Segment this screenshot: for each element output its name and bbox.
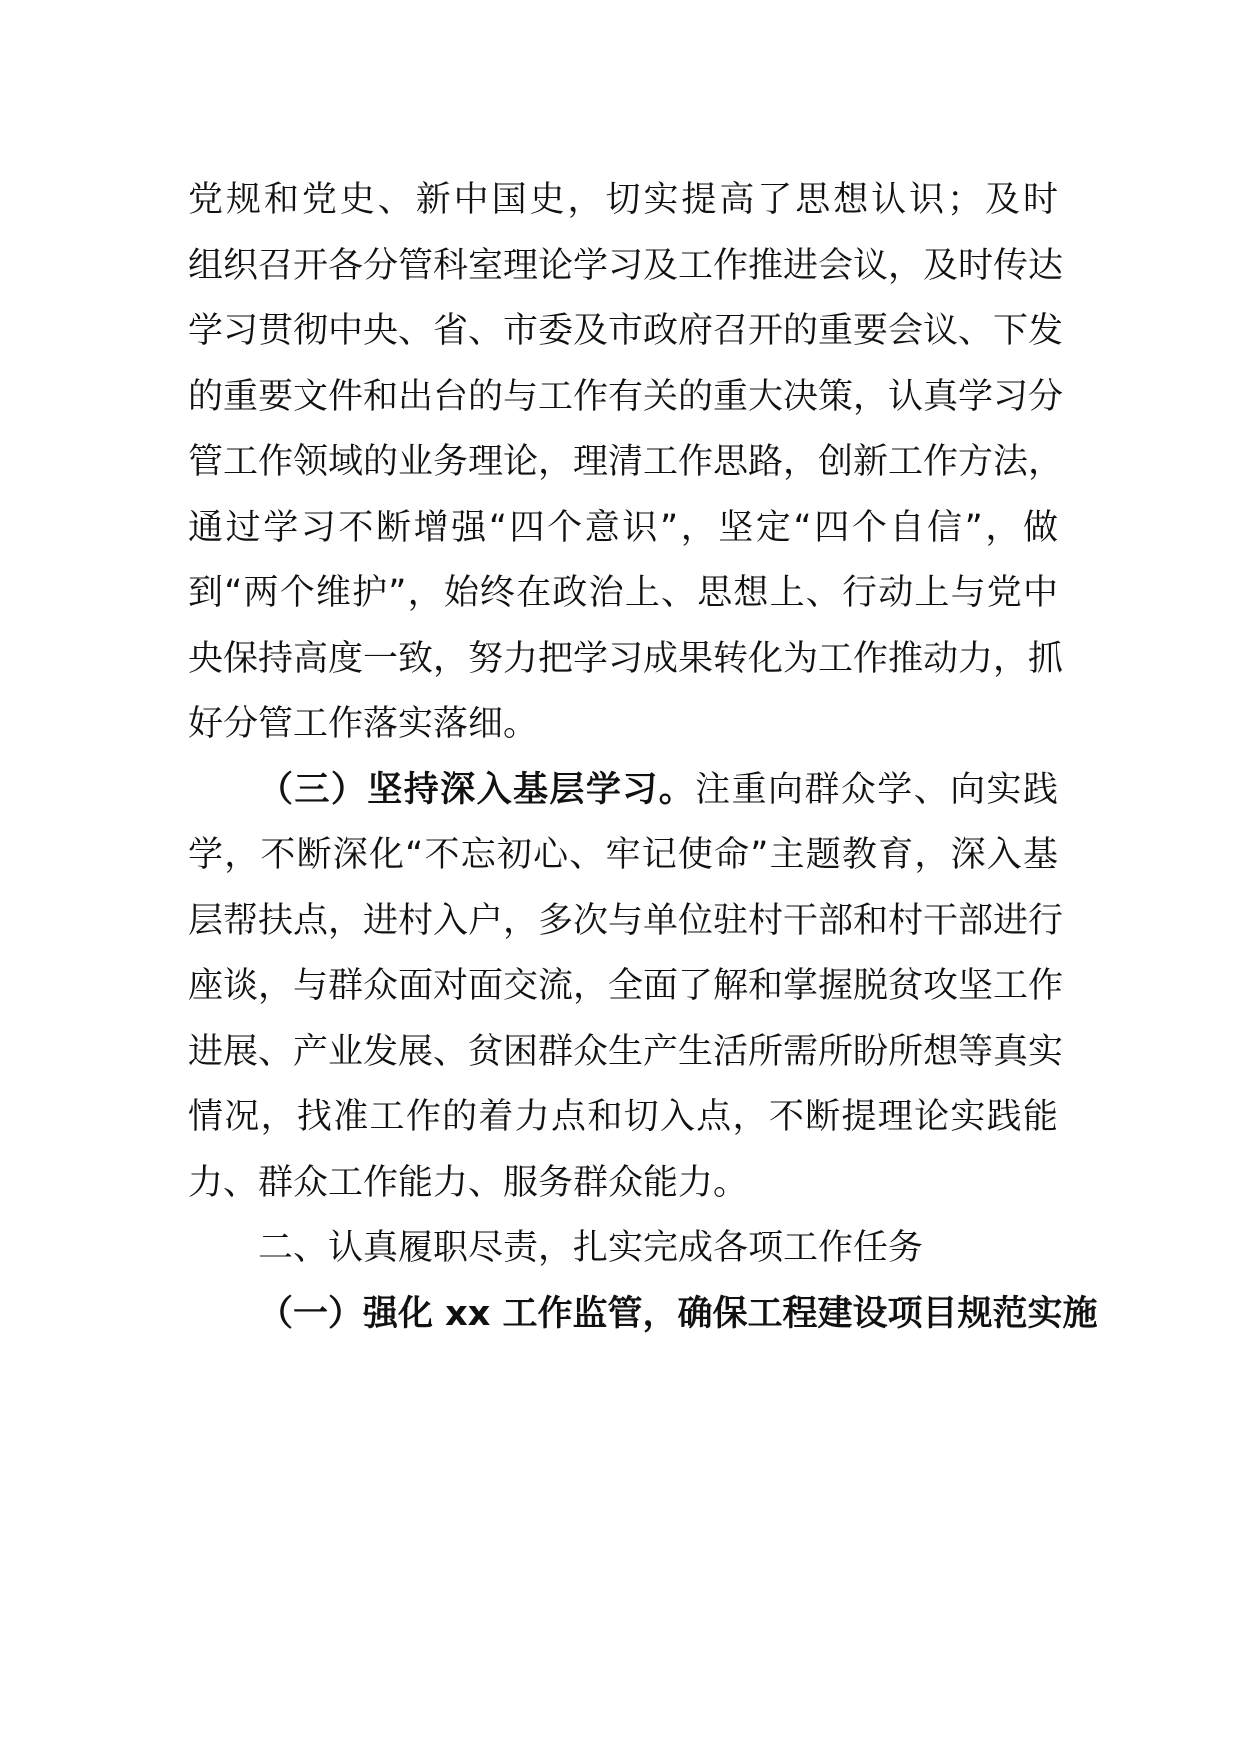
paragraph-line: 好分管工作落实落细。: [188, 704, 539, 744]
paragraph-line: 通过学习不断增强“四个意识”，坚定“四个自信”，做: [188, 507, 1058, 548]
paragraph-line: 组织召开各分管科室理论学习及工作推进会议，及时传达: [188, 245, 1064, 286]
paragraph-line: 座谈，与群众面对面交流，全面了解和掌握脱贫攻坚工作: [188, 966, 1064, 1006]
section-heading: 二、认真履职尽责，扎实完成各项工作任务: [258, 1228, 924, 1268]
paragraph-line: 进展、产业发展、贫困群众生产生活所需所盼所想等真实: [188, 1031, 1064, 1072]
paragraph-line: 党规和党史、新中国史，切实提高了思想认识；及时: [188, 180, 1058, 220]
paragraph-line: 情况，找准工作的着力点和切入点，不断提理论实践能: [188, 1097, 1058, 1137]
paragraph-line: 层帮扶点，进村入户，多次与单位驻村干部和村干部进行: [188, 900, 1064, 941]
paragraph-line: 学习贯彻中央、省、市委及市政府召开的重要会议、下发: [188, 311, 1064, 351]
subsection-heading: （一）强化 xx 工作监管，确保工程建设项目规范实施: [258, 1293, 1098, 1334]
paragraph-line: 的重要文件和出台的与工作有关的重大决策，认真学习分: [188, 376, 1064, 417]
paragraph-line: 到“两个维护”，始终在政治上、思想上、行动上与党中: [188, 573, 1058, 613]
paragraph-line: 力、群众工作能力、服务群众能力。: [188, 1162, 749, 1203]
paragraph-line: 央保持高度一致，努力把学习成果转化为工作推动力，抓: [188, 638, 1064, 679]
subsection-lead: （三）坚持深入基层学习。: [258, 769, 696, 810]
paragraph-first-line: [188, 758, 1058, 824]
paragraph-text: 注重向群众学、向实践: [695, 769, 1058, 810]
paragraph-line: 管工作领域的业务理论，理清工作思路，创新工作方法，: [188, 442, 1064, 482]
document-body: [188, 168, 1098, 1347]
paragraph-line: 学，不断深化“不忘初心、牢记使命”主题教育，深入基: [188, 835, 1058, 875]
